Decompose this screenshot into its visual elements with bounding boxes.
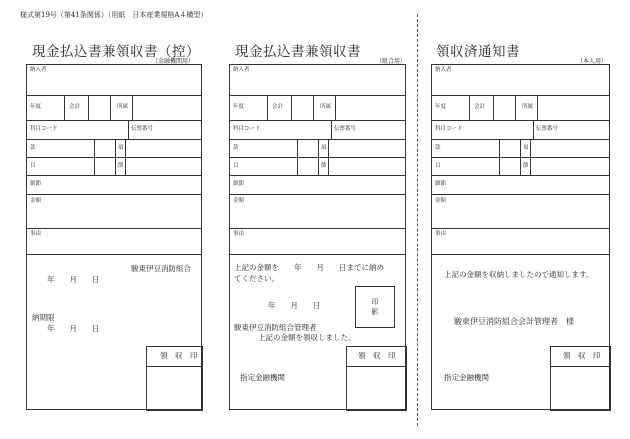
account-label: 会計 [474, 104, 486, 110]
addressee-text: 駿東伊豆消防組合会計管理者 様 [454, 317, 574, 326]
moku-label: 目 [30, 163, 36, 169]
account-label: 会計 [69, 104, 81, 110]
due-line-2: てください。 [234, 274, 279, 283]
deadline-date: 年 月 日 [47, 324, 100, 333]
bank-label: 指定金融機関 [240, 373, 285, 382]
receipt-seal-label: 領 収 印 [563, 351, 601, 360]
kou-label: 項 [118, 145, 124, 151]
received-text: 上記の金額を領収しました。 [258, 333, 356, 342]
payer-label: 納入者 [233, 67, 250, 73]
notice-text: 上記の金額を収納しましたので通知します。 [444, 270, 594, 279]
setsu-label: 節 [118, 163, 124, 169]
date-text: 年 月 日 [268, 301, 321, 310]
cut-line [417, 14, 418, 426]
setsu-label: 節 [321, 163, 327, 169]
dept-label: 所属 [522, 104, 534, 110]
kou-label: 項 [523, 145, 529, 151]
form3-box [431, 64, 610, 410]
bank-label: 指定金融機関 [444, 373, 489, 382]
slip-no-label: 伝票番号 [334, 126, 357, 132]
issuer-text: 駿東伊豆消防組合 [131, 264, 191, 273]
form2-subtitle: （組合用） [376, 58, 407, 65]
form3-subtitle: （本人用） [577, 58, 608, 65]
form1-box [26, 64, 202, 410]
date-text: 年 月 日 [47, 275, 100, 284]
payer-label: 納入者 [435, 67, 452, 73]
form-number-note: 様式第19号（第41条関係）（用紙 日本産業規格A４横型） [20, 11, 208, 19]
payer-label: 納入者 [30, 67, 47, 73]
reason-label: 事由 [435, 231, 447, 237]
sai-label: 細節 [30, 181, 42, 187]
setsu-label: 節 [523, 163, 529, 169]
subject-code-label: 科目コード [233, 126, 261, 132]
manager-text: 駿東伊豆消防組合管理者 [234, 323, 317, 332]
kou-label: 項 [321, 145, 327, 151]
amount-label: 金額 [435, 198, 447, 204]
form1-title: 現金払込書兼領収書（控） [32, 44, 200, 60]
amount-label: 金額 [30, 198, 42, 204]
year-label: 年度 [435, 104, 447, 110]
reason-label: 事由 [233, 231, 245, 237]
deadline-label: 納期限 [32, 313, 55, 322]
moku-label: 目 [233, 163, 239, 169]
kan-label: 款 [30, 145, 36, 151]
receipt-seal-label: 領 収 印 [358, 351, 396, 360]
reason-label: 事由 [30, 231, 42, 237]
year-label: 年度 [233, 104, 245, 110]
slip-no-label: 伝票番号 [131, 126, 154, 132]
form3-title: 領収済通知書 [436, 44, 520, 60]
form1-subtitle: （金融機関用） [152, 58, 195, 65]
amount-label: 金額 [233, 198, 245, 204]
subject-code-label: 科目コード [435, 126, 463, 132]
dept-label: 所属 [320, 104, 332, 110]
year-label: 年度 [30, 104, 42, 110]
sai-label: 細節 [435, 181, 447, 187]
kan-label: 款 [233, 145, 239, 151]
subject-code-label: 科目コード [30, 126, 58, 132]
receipt-seal-label: 領 収 印 [160, 351, 198, 360]
account-label: 会計 [272, 104, 284, 110]
form2-title: 現金払込書兼領収書 [235, 44, 361, 60]
slip-no-label: 伝票番号 [536, 126, 559, 132]
seal-impression: 印影 [371, 298, 379, 317]
dept-label: 所属 [117, 104, 129, 110]
moku-label: 目 [435, 163, 441, 169]
form2-box [229, 64, 406, 410]
kan-label: 款 [435, 145, 441, 151]
due-line: 上記の金額を 年 月 日までに納め [234, 263, 384, 272]
sai-label: 細節 [233, 181, 245, 187]
